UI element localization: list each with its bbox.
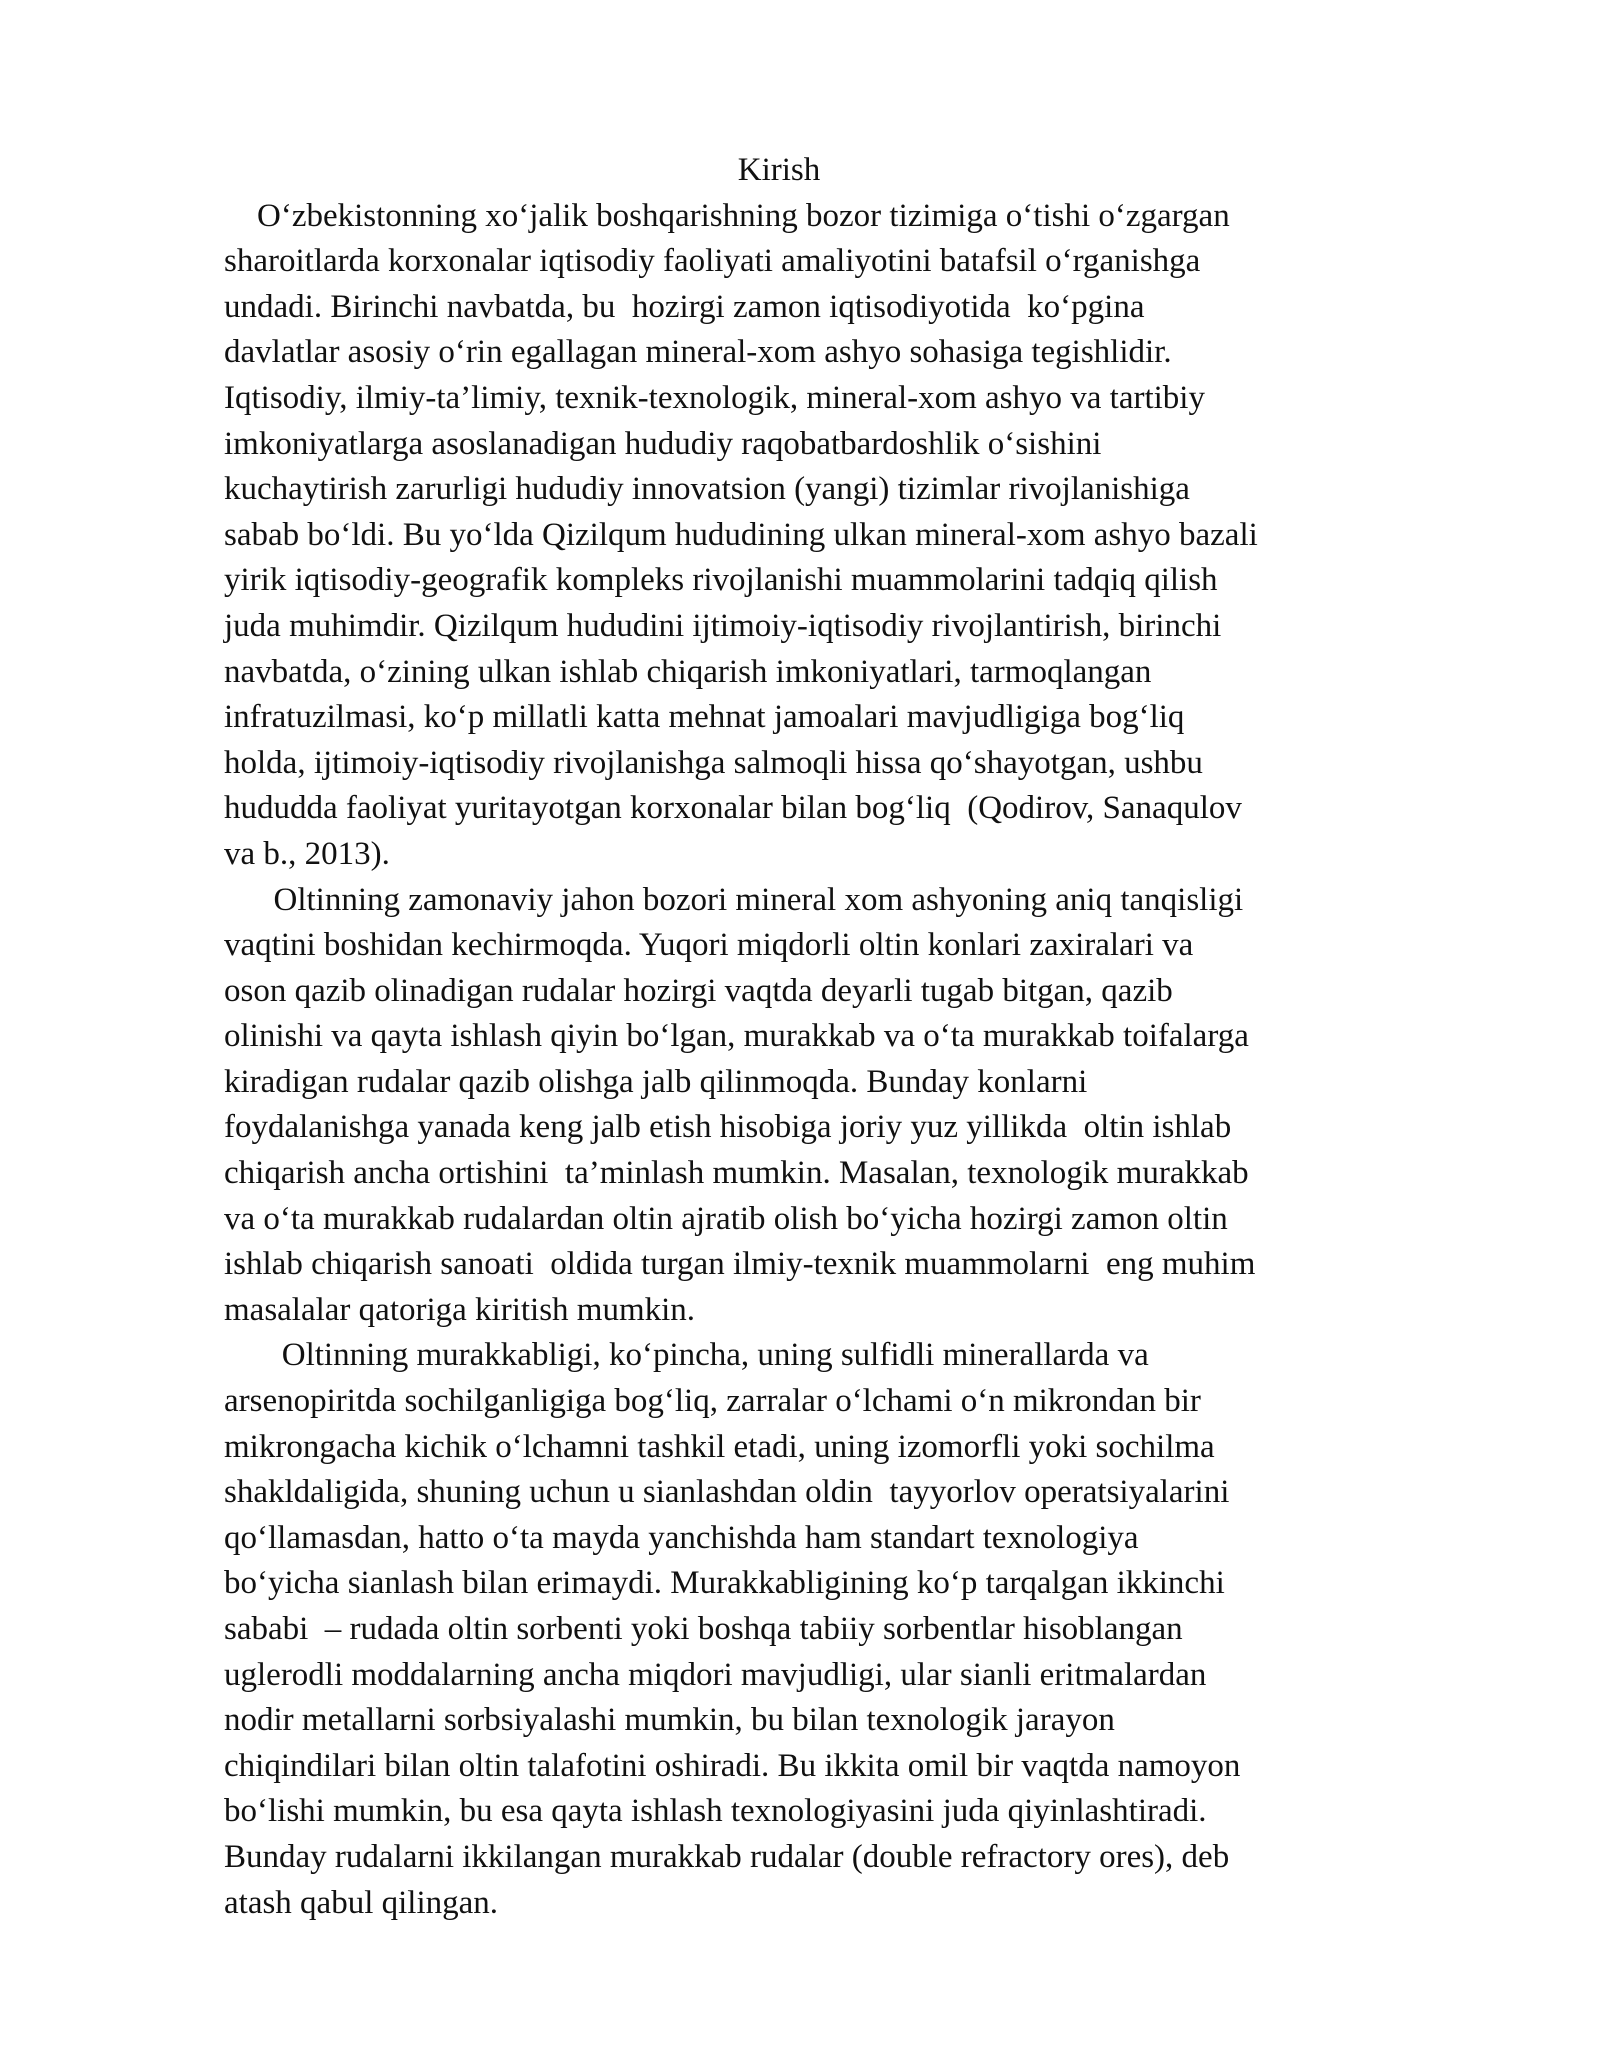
paragraph-line: uglerodli moddalarning ancha miqdori mavjudligi, ular sianli eritmalardan bbox=[224, 1656, 1207, 1693]
paragraph-line: mikrongacha kichik oʻlchamni tashkil etadi, uning izomorfli yoki sochilma bbox=[224, 1428, 1215, 1465]
paragraph-line: kuchaytirish zarurligi hududiy innovatsion (yangi) tizimlar rivojlanishiga bbox=[224, 471, 1190, 508]
paragraph-line: nodir metallarni sorbsiyalashi mumkin, bu bilan texnologik jarayon bbox=[224, 1702, 1115, 1739]
paragraph-line: Oltinning zamonaviy jahon bozori mineral xom ashyoning aniq tanqisligi bbox=[224, 881, 1244, 918]
paragraph-line: sabab boʻldi. Bu yoʻlda Qizilqum hududining ulkan mineral-xom ashyo bazali bbox=[224, 516, 1258, 553]
paragraphs bbox=[224, 194, 1384, 1927]
paragraph-line: va b., 2013). bbox=[224, 835, 390, 872]
paragraph-line: foydalanishga yanada keng jalb etish hisobiga joriy yuz yillikda oltin ishlab bbox=[224, 1109, 1232, 1146]
paragraph bbox=[224, 194, 1384, 878]
paragraph bbox=[224, 878, 1384, 1334]
paragraph-line: Iqtisodiy, ilmiy-ta’limiy, texnik-texnologik, mineral-xom ashyo va tartibiy bbox=[224, 379, 1205, 416]
paragraph bbox=[224, 1333, 1384, 1926]
paragraph-line: sharoitlarda korxonalar iqtisodiy faoliyati amaliyotini batafsil oʻrganishga bbox=[224, 243, 1201, 280]
paragraph-line: yirik iqtisodiy-geografik kompleks rivojlanishi muammolarini tadqiq qilish bbox=[224, 562, 1218, 599]
paragraph-line: ishlab chiqarish sanoati oldida turgan ilmiy-texnik muammolarni eng muhim bbox=[224, 1246, 1256, 1283]
paragraph-line: masalalar qatoriga kiritish mumkin. bbox=[224, 1291, 696, 1328]
paragraph-line: chiqindilari bilan oltin talafotini oshiradi. Bu ikkita omil bir vaqtda namoyon bbox=[224, 1747, 1241, 1784]
paragraph-line: Oltinning murakkabligi, koʻpincha, uning sulfidli minerallarda va bbox=[224, 1337, 1149, 1374]
paragraph-line: vaqtini boshidan kechirmoqda. Yuqori miqdorli oltin konlari zaxiralari va bbox=[224, 927, 1194, 964]
paragraph-line: boʻlishi mumkin, bu esa qayta ishlash texnologiyasini juda qiyinlashtiradi. bbox=[224, 1793, 1207, 1830]
paragraph-line: hududda faoliyat yuritayotgan korxonalar bilan bogʻliq (Qodirov, Sanaqulov bbox=[224, 790, 1242, 827]
paragraph-line: Oʻzbekistonning xoʻjalik boshqarishning bozor tizimiga oʻtishi oʻzgargan bbox=[224, 197, 1230, 234]
paragraph-line: atash qabul qilingan. bbox=[224, 1884, 499, 1921]
paragraph-line: imkoniyatlarga asoslanadigan hududiy raqobatbardoshlik oʻsishini bbox=[224, 425, 1102, 462]
document-title: Kirish bbox=[737, 152, 821, 188]
paragraph-line: kiradigan rudalar qazib olishga jalb qilinmoqda. Bunday konlarni bbox=[224, 1063, 1088, 1100]
paragraph-line: chiqarish ancha ortishini ta’minlash mumkin. Masalan, texnologik murakkab bbox=[224, 1155, 1249, 1192]
paragraph-line: undadi. Birinchi navbatda, bu hozirgi zamon iqtisodiyotida koʻpgina bbox=[224, 288, 1145, 325]
paragraph-line: navbatda, oʻzining ulkan ishlab chiqarish imkoniyatlari, tarmoqlangan bbox=[224, 653, 1152, 690]
paragraph-line: shakldaligida, shuning uchun u sianlashdan oldin tayyorlov operatsiyalarini bbox=[224, 1474, 1230, 1511]
paragraph-line: arsenopiritda sochilganligiga bogʻliq, zarralar oʻlchami oʻn mikrondan bir bbox=[224, 1383, 1201, 1420]
paragraph-line: olinishi va qayta ishlash qiyin boʻlgan, murakkab va oʻta murakkab toifalarga bbox=[224, 1018, 1249, 1055]
document-body bbox=[224, 148, 1384, 1926]
paragraph-line: juda muhimdir. Qizilqum hududini ijtimoiy-iqtisodiy rivojlantirish, birinchi bbox=[224, 607, 1222, 644]
paragraph-line: oson qazib olinadigan rudalar hozirgi vaqtda deyarli tugab bitgan, qazib bbox=[224, 972, 1173, 1009]
paragraph-line: va oʻta murakkab rudalardan oltin ajratib olish boʻyicha hozirgi zamon oltin bbox=[224, 1200, 1228, 1237]
paragraph-line: holda, ijtimoiy-iqtisodiy rivojlanishga salmoqli hissa qoʻshayotgan, ushbu bbox=[224, 744, 1203, 781]
paragraph-line: sababi – rudada oltin sorbenti yoki boshqa tabiiy sorbentlar hisoblangan bbox=[224, 1611, 1183, 1647]
paragraph-line: qoʻllamasdan, hatto oʻta mayda yanchishda ham standart texnologiya bbox=[224, 1519, 1139, 1556]
paragraph-line: Bunday rudalarni ikkilangan murakkab rudalar (double refractory ores), deb bbox=[224, 1838, 1230, 1875]
paragraph-line: davlatlar asosiy oʻrin egallagan mineral-xom ashyo sohasiga tegishlidir. bbox=[224, 334, 1172, 371]
paragraph-line: boʻyicha sianlash bilan erimaydi. Murakkabligining koʻp tarqalgan ikkinchi bbox=[224, 1565, 1225, 1602]
paragraph-line: infratuzilmasi, koʻp millatli katta mehnat jamoalari mavjudligiga bogʻliq bbox=[224, 699, 1185, 736]
